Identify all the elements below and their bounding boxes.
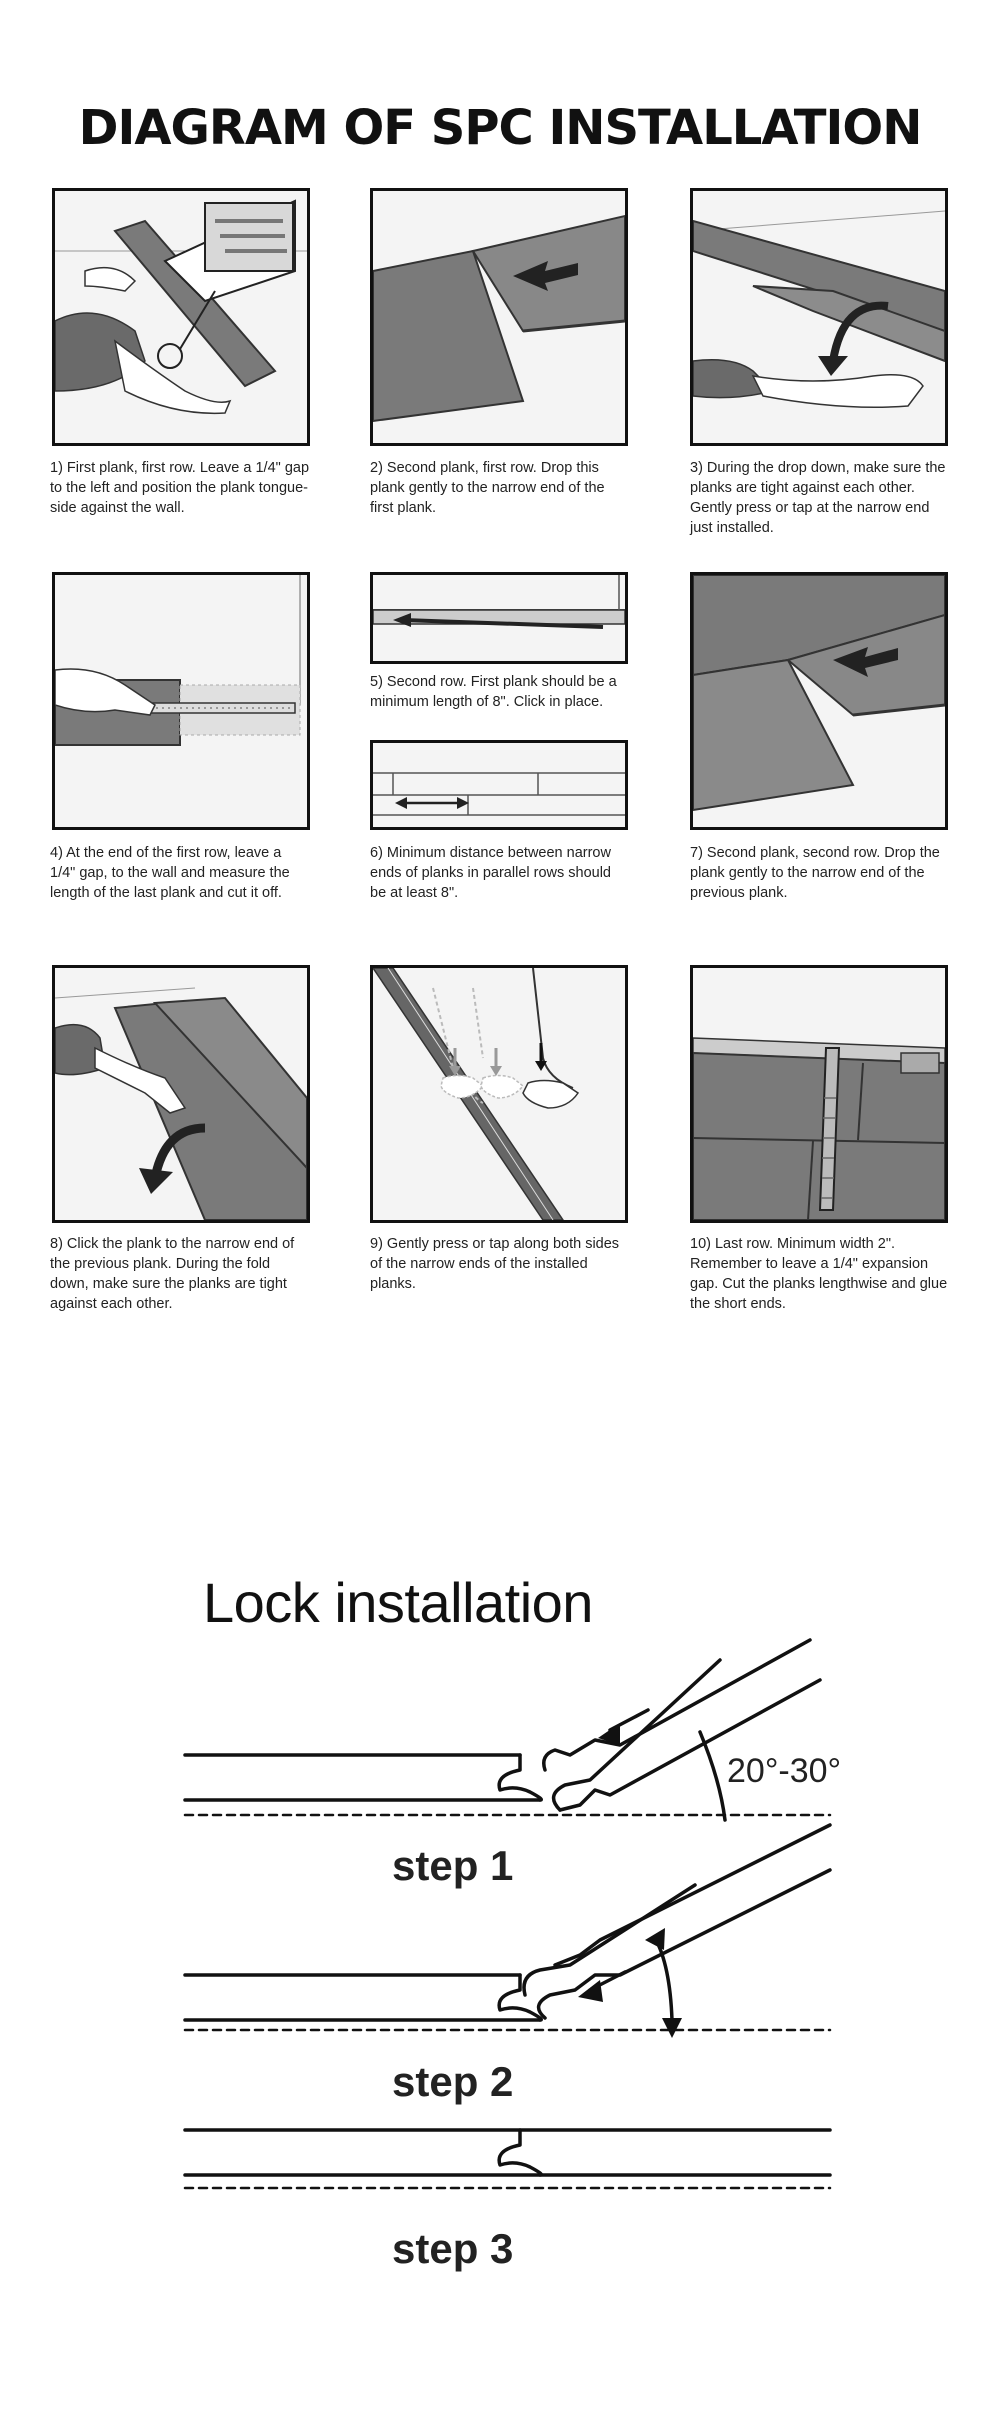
step-9-caption: 9) Gently press or tap along both sides of the narrow ends of the installed planks. [370, 1236, 620, 1292]
step-8-illustration [52, 965, 310, 1223]
step-10-caption: 10) Last row. Minimum width 2". Remember to leave a 1/4" expansion gap. Cut the planks lengthwise and glue the short ends. [690, 1236, 948, 1312]
step-1-caption: 1) First plank, first row. Leave a 1/4" gap to the left and position the plank tongue-side against the wall. [50, 460, 310, 516]
step-9-illustration [370, 965, 628, 1223]
step-6-illustration [370, 740, 628, 830]
step-5-illustration [370, 572, 628, 664]
step-7-caption: 7) Second plank, second row. Drop the plank gently to the narrow end of the previous plank. [690, 845, 940, 901]
lock-step-2-label: step 2 [392, 2058, 514, 2105]
step-10-illustration [690, 965, 948, 1223]
step-4-caption: 4) At the end of the first row, leave a 1/4" gap, to the wall and measure the length of the last plank and cut it off. [50, 845, 290, 901]
angle-label: 20°-30° [727, 1752, 842, 1790]
step-4-illustration [52, 572, 310, 830]
lock-step-3-label: step 3 [392, 2225, 514, 2272]
lock-installation-title: Lock installation [203, 1571, 593, 1634]
step-2-caption: 2) Second plank, first row. Drop this plank gently to the narrow end of the first plank. [370, 460, 605, 516]
step-3-illustration [690, 188, 948, 446]
step-2-illustration [370, 188, 628, 446]
step-6-caption: 6) Minimum distance between narrow ends of planks in parallel rows should be at least 8". [370, 845, 611, 901]
step-5-caption: 5) Second row. First plank should be a minimum length of 8". Click in place. [370, 674, 617, 710]
lock-installation-diagram [0, 1620, 1000, 2420]
step-1-illustration [52, 188, 310, 446]
lock-step-1-label: step 1 [392, 1842, 514, 1889]
page-title: DIAGRAM OF SPC INSTALLATION [78, 100, 922, 156]
step-7-illustration [690, 572, 948, 830]
step-8-caption: 8) Click the plank to the narrow end of the previous plank. During the fold down, make sure the planks are tight against each other. [50, 1236, 295, 1312]
step-3-caption: 3) During the drop down, make sure the planks are tight against each other. Gently press or tap at the narrow end just installed. [690, 460, 946, 536]
